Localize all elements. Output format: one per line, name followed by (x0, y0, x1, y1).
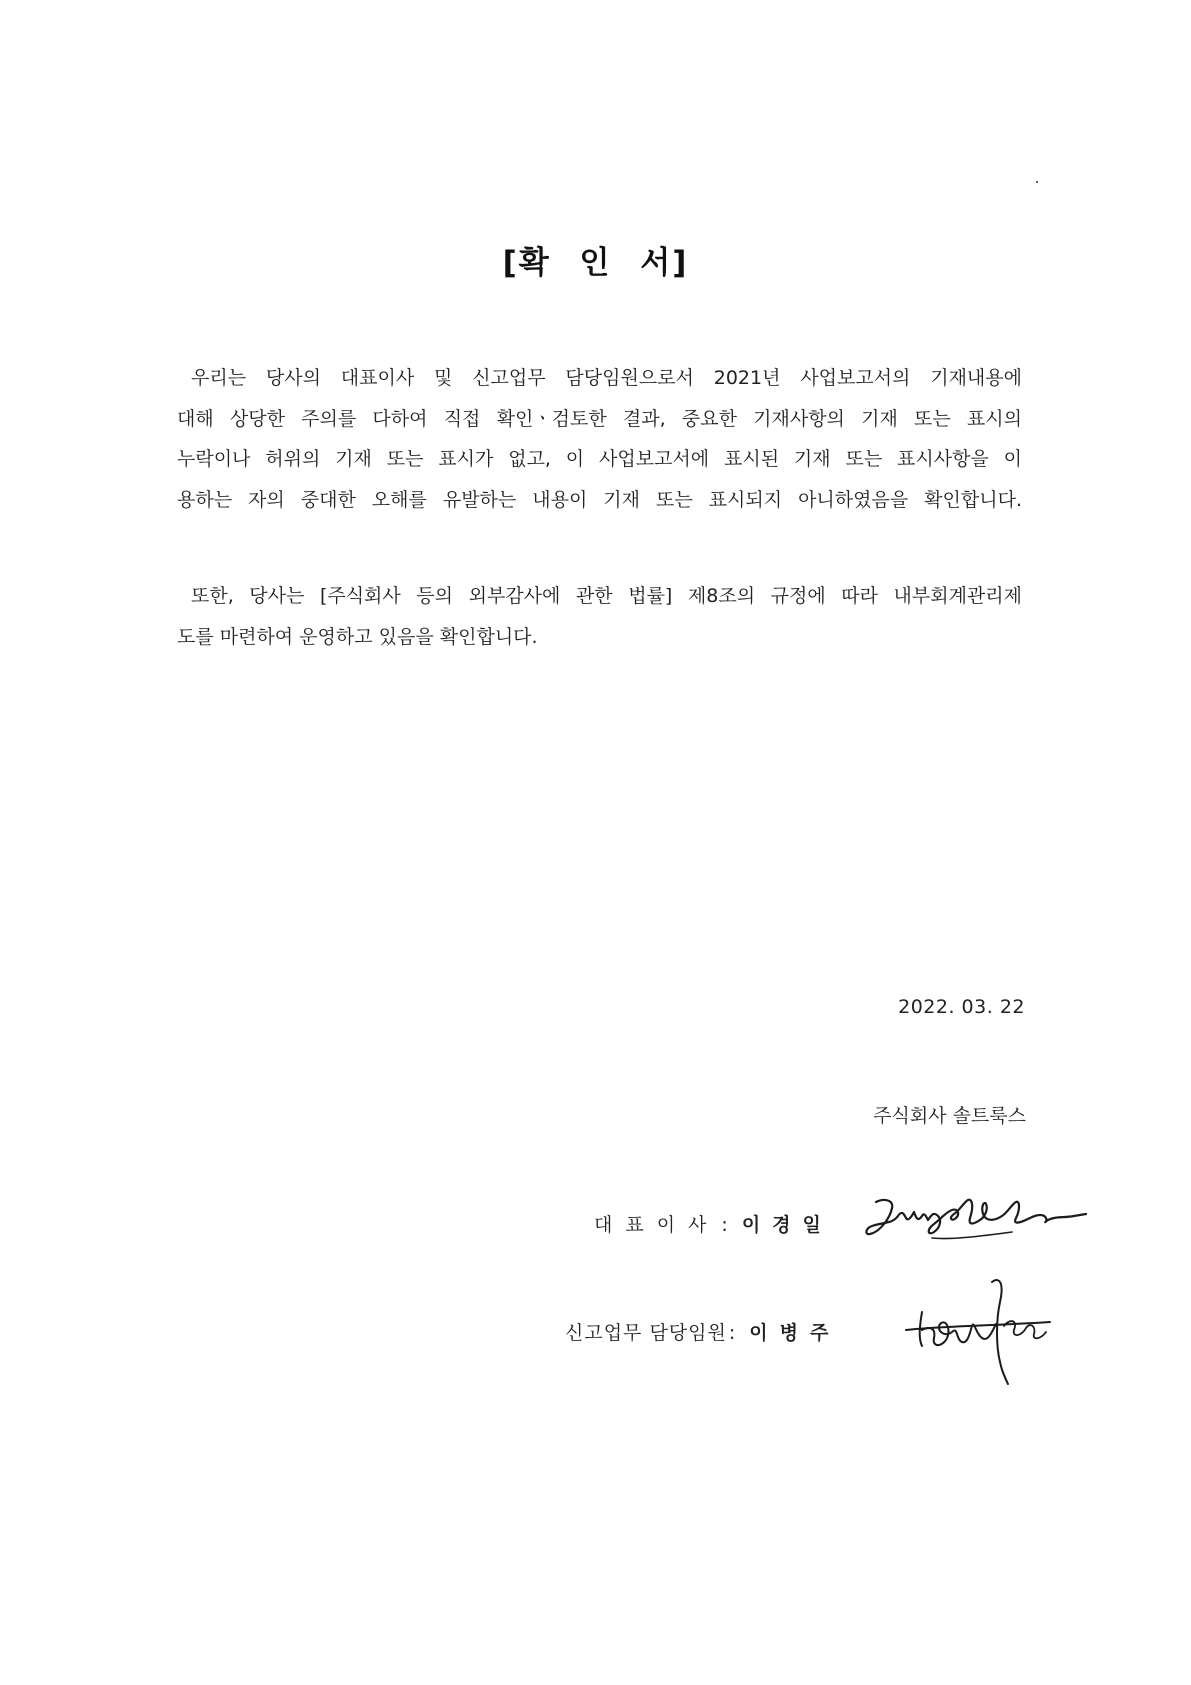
internal-control-paragraph (177, 576, 1022, 657)
ceo-handwritten-signature (862, 1188, 1092, 1258)
paragraph-line: 우리는 당사의 대표이사 및 신고업무 담당임원으로서 2021년 사업보고서의 기재내용에 (191, 367, 1022, 389)
signatory-colon: : (728, 1322, 736, 1344)
signatory-name: 이병주 (749, 1322, 841, 1344)
company-name: 주식회사 솔트룩스 (873, 1105, 1026, 1127)
title-word: 인 (579, 245, 612, 281)
scan-speck (1036, 181, 1038, 183)
officer-handwritten-signature (900, 1268, 1060, 1388)
title-word: 서] (640, 245, 689, 281)
officer-signature-line (565, 1318, 840, 1345)
signatory-colon: : (721, 1214, 728, 1236)
document-title (0, 237, 1191, 282)
signatory-role: 대표이사 (594, 1214, 720, 1236)
paragraph-line: 누락이나 허위의 기재 또는 표시가 없고, 이 사업보고서에 표시된 기재 또는 표시사항을 이 (177, 448, 1022, 470)
paragraph-line: 또한, 당사는 [주식회사 등의 외부감사에 관한 법률] 제8조의 규정에 따라 내부회계관리제 (191, 585, 1022, 607)
title-word: [확 (502, 245, 551, 281)
document-date: 2022. 03. 22 (898, 996, 1025, 1018)
ceo-signature-line (594, 1210, 833, 1237)
paragraph-line: 용하는 자의 중대한 오해를 유발하는 내용이 기재 또는 표시되지 아니하였음을 확인합니다. (177, 488, 1022, 511)
paragraph-line: 도를 마련하여 운영하고 있음을 확인합니다. (177, 625, 538, 648)
signatory-role: 신고업무 담당임원 (565, 1322, 727, 1344)
paragraph-line: 대해 상당한 주의를 다하여 직접 확인ㆍ검토한 결과, 중요한 기재사항의 기재 또는 표시의 (177, 407, 1022, 430)
confirmation-paragraph (177, 358, 1022, 520)
signatory-name: 이경일 (741, 1214, 833, 1236)
